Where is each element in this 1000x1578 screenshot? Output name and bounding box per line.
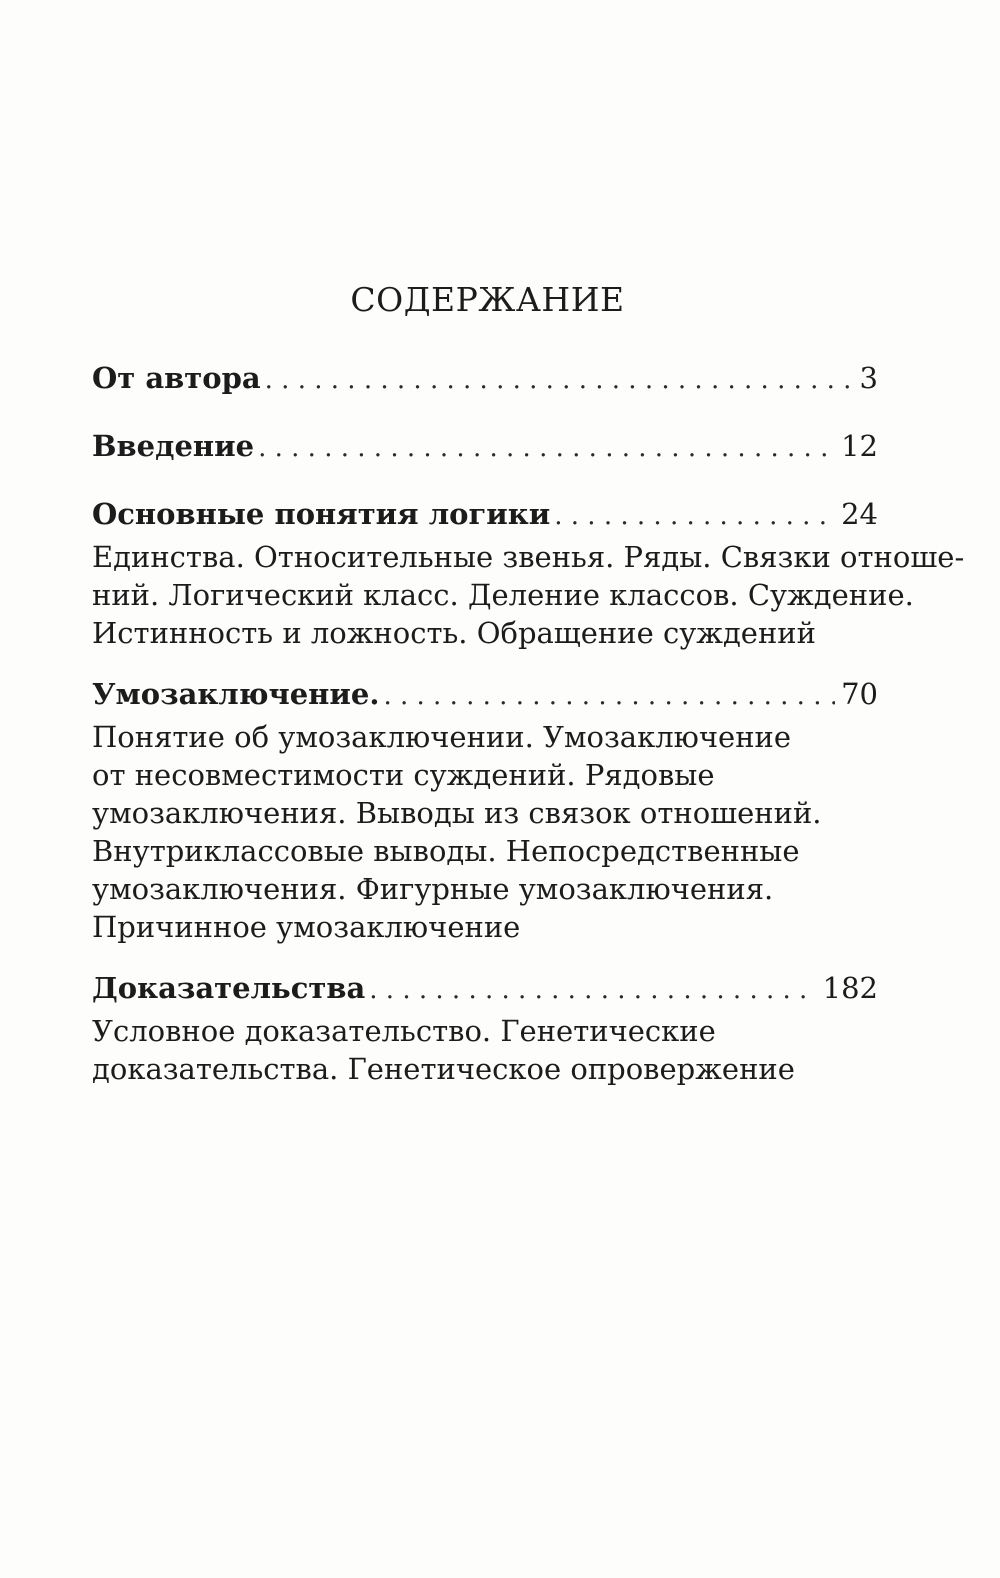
toc-entry-description bbox=[92, 1012, 878, 1088]
description-line: доказательства. Генетическое опровержение bbox=[92, 1052, 795, 1086]
toc-entry-basic-concepts bbox=[92, 492, 965, 652]
toc-entry-title: Основные понятия логики bbox=[92, 497, 551, 531]
description-line: от несовместимости суждений. Рядовые bbox=[92, 758, 715, 792]
toc-entry-title: От автора bbox=[92, 361, 261, 395]
toc-entry-heading-row[interactable] bbox=[92, 356, 878, 402]
toc-entry-page-number: 182 bbox=[822, 971, 878, 1005]
toc-entry-heading-row[interactable] bbox=[92, 672, 878, 718]
dot-leader bbox=[258, 426, 835, 470]
dot-leader bbox=[369, 968, 816, 1012]
dot-leader bbox=[265, 358, 854, 402]
toc-entry-description bbox=[92, 718, 878, 946]
description-line: Внутриклассовые выводы. Непосредственные bbox=[92, 834, 800, 868]
description-line: Причинное умозаключение bbox=[92, 910, 521, 944]
description-line: Условное доказательство. Генетические bbox=[92, 1014, 716, 1048]
toc-entry-heading-row[interactable] bbox=[92, 424, 878, 470]
toc-entry-title: Введение bbox=[92, 429, 255, 463]
description-line: Понятие об умозаключении. Умозаключение bbox=[92, 720, 792, 754]
description-line: умозаключения. Выводы из связок отношений. bbox=[92, 796, 822, 830]
toc-entry-page-number: 3 bbox=[859, 361, 878, 395]
description-line: Единства. Относительные звенья. Ряды. Связки отноше- bbox=[92, 540, 965, 574]
dot-leader bbox=[554, 494, 835, 538]
dot-leader bbox=[383, 674, 835, 718]
toc-entry-title: Умозаключение. bbox=[92, 677, 380, 711]
toc-entry-inference bbox=[92, 672, 878, 946]
description-line: Истинность и ложность. Обращение суждений bbox=[92, 616, 816, 650]
description-line: умозаключения. Фигурные умозаключения. bbox=[92, 872, 774, 906]
toc-entry-description bbox=[92, 538, 965, 652]
toc-entry-page-number: 12 bbox=[841, 429, 878, 463]
toc-entry-title: Доказательства bbox=[92, 971, 366, 1005]
toc-entry-proofs bbox=[92, 966, 878, 1088]
toc-entry-heading-row[interactable] bbox=[92, 966, 878, 1012]
toc-entry-introduction bbox=[92, 424, 878, 470]
description-line: ний. Логический класс. Деление классов. Суждение. bbox=[92, 578, 914, 612]
toc-entry-from-author bbox=[92, 356, 878, 402]
toc-entry-heading-row[interactable] bbox=[92, 492, 878, 538]
toc-entry-page-number: 70 bbox=[841, 677, 878, 711]
toc-entry-page-number: 24 bbox=[841, 497, 878, 531]
page-title: СОДЕРЖАНИЕ bbox=[350, 280, 625, 319]
table-of-contents bbox=[92, 356, 965, 1110]
